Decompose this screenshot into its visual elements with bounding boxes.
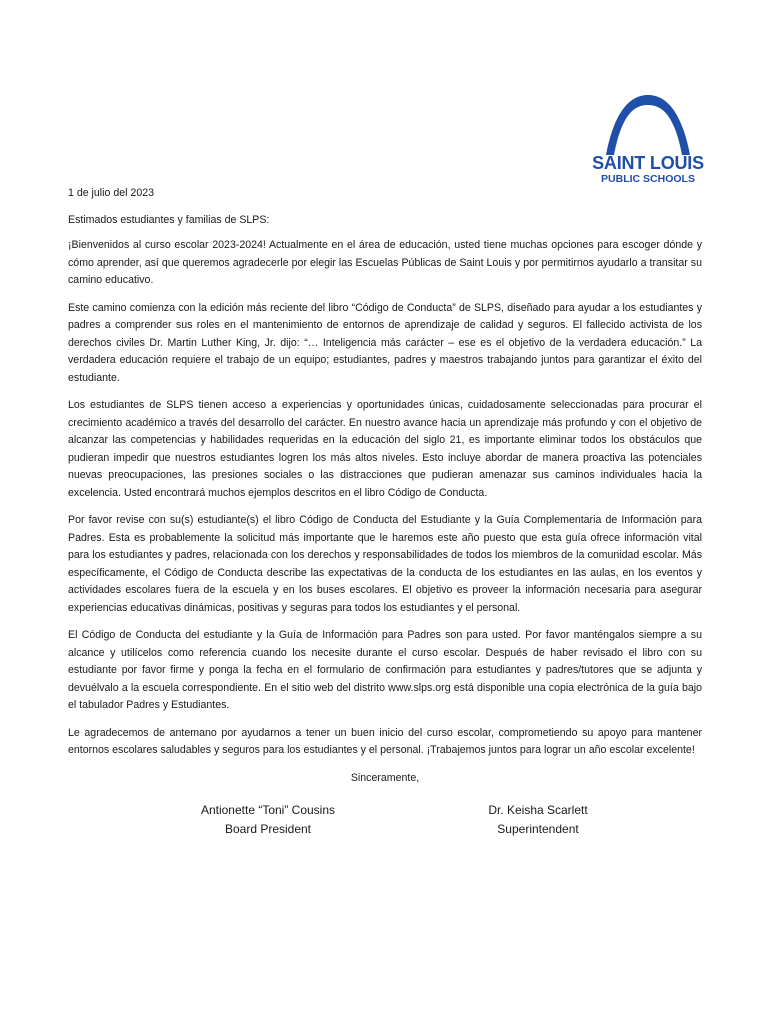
logo-name-line1: SAINT LOUIS: [592, 153, 704, 173]
signer-title: Board President: [224, 822, 312, 836]
letter-date: 1 de julio del 2023: [68, 187, 154, 199]
slps-logo: [592, 92, 704, 190]
paragraph: El Código de Conducta del estudiante y la Guía de Información para Padres son para usted. Por favor manténgalos siempre a su alcance y utilícelos como referencia cuando los necesite durante el curso escolar. Después de haber revisado el libro con su estudiante por favor firme y ponga la fecha en el formulario de confirmación para estudiantes y padres/tutores que se adjunta y devuélvalo a la escuela correspondiente. En el sitio web del distrito www.slps.org está disponible una copia electrónica de la guía bajo el tabulador Padres y Estudiantes.: [68, 629, 702, 711]
gateway-arch-icon: [592, 92, 704, 156]
paragraph: Los estudiantes de SLPS tienen acceso a experiencias y oportunidades únicas, cuidadosamente seleccionadas para procurar el crecimiento académico a través del desarrollo del carácter. En nuestro avance hacia un aprendizaje más profundo y con el objetivo de alcanzar las competencias y habilidades requeridas en la educación del siglo 21, es importante eliminar todos los obstáculos que pudieran impedir que nuestros estudiantes logren los más altos niveles. Esto incluye abordar de manera proactiva las potenciales nuevas preocupaciones, las presiones sociales o las distracciones que pudieran amenazar sus caminos individuales hacia la excelencia. Usted encontrará muchos ejemplos descritos en el libro Código de Conducta.: [68, 399, 702, 499]
signer-board-president: [188, 801, 348, 839]
signer-superintendent: [456, 801, 620, 839]
paragraph: Este camino comienza con la edición más reciente del libro “Código de Conducta” de SLPS, diseñado para ayudar a los estudiantes y padres a comprender sus roles en el mantenimiento de entornos de aprendizaje de calidad y seguros. El fallecido activista de los derechos civiles Dr. Martin Luther King, Jr. dijo: “… Inteligencia más carácter – ese es el objetivo de la verdadera educación.” La verdadera educación requiere el trabajo de un equipo; estudiantes, padres y maestros trabajando juntos para garantizar el éxito del estudiante.: [68, 301, 702, 384]
letter-body: [68, 185, 702, 841]
paragraph: Le agradecemos de antemano por ayudarnos a tener un buen inicio del curso escolar, comprometiendo su apoyo para mantener entornos escolares saludables y seguros para los estudiantes y el personal. ¡Trabajemos juntos para lograr un año escolar excelente!: [68, 726, 702, 756]
paragraph: ¡Bienvenidos al curso escolar 2023-2024! Actualmente en el área de educación, usted tiene muchas opciones para escoger dónde y cómo aprender, así que queremos agradecerle por elegir las Escuelas Públicas de Saint Louis y por permitirnos ayudarlo a transitar su camino educativo.: [68, 239, 702, 286]
closing: Sinceramente,: [350, 771, 420, 784]
signer-title: Superintendent: [497, 822, 579, 836]
salutation: Estimados estudiantes y familias de SLPS:: [68, 213, 270, 226]
paragraph: Por favor revise con su(s) estudiante(s) el libro Código de Conducta del Estudiante y la Guía Complementaria de Información para Padres. Esta es probablemente la solicitud más importante que le haremos este año puesto que esta guía ofrece información vital para los estudiantes y padres, relacionada con los derechos y responsabilidades de todos los miembros de la comunidad escolar. Más específicamente, el Código de Conducta describe las expectativas de la conducta de los estudiantes en las aulas, en los eventos y actividades escolares fuera de la escuela y en los buses escolares. El objetivo es proveer la información necesaria para asegurar experiencias educativas dinámicas, positivas y seguras para todos los estudiantes y el personal.: [68, 514, 702, 614]
signature-block: [68, 801, 702, 841]
signer-name: Dr. Keisha Scarlett: [488, 803, 588, 817]
signer-name: Antionette “Toni” Cousins: [200, 803, 336, 817]
logo-name-line2: PUBLIC SCHOOLS: [601, 173, 695, 185]
